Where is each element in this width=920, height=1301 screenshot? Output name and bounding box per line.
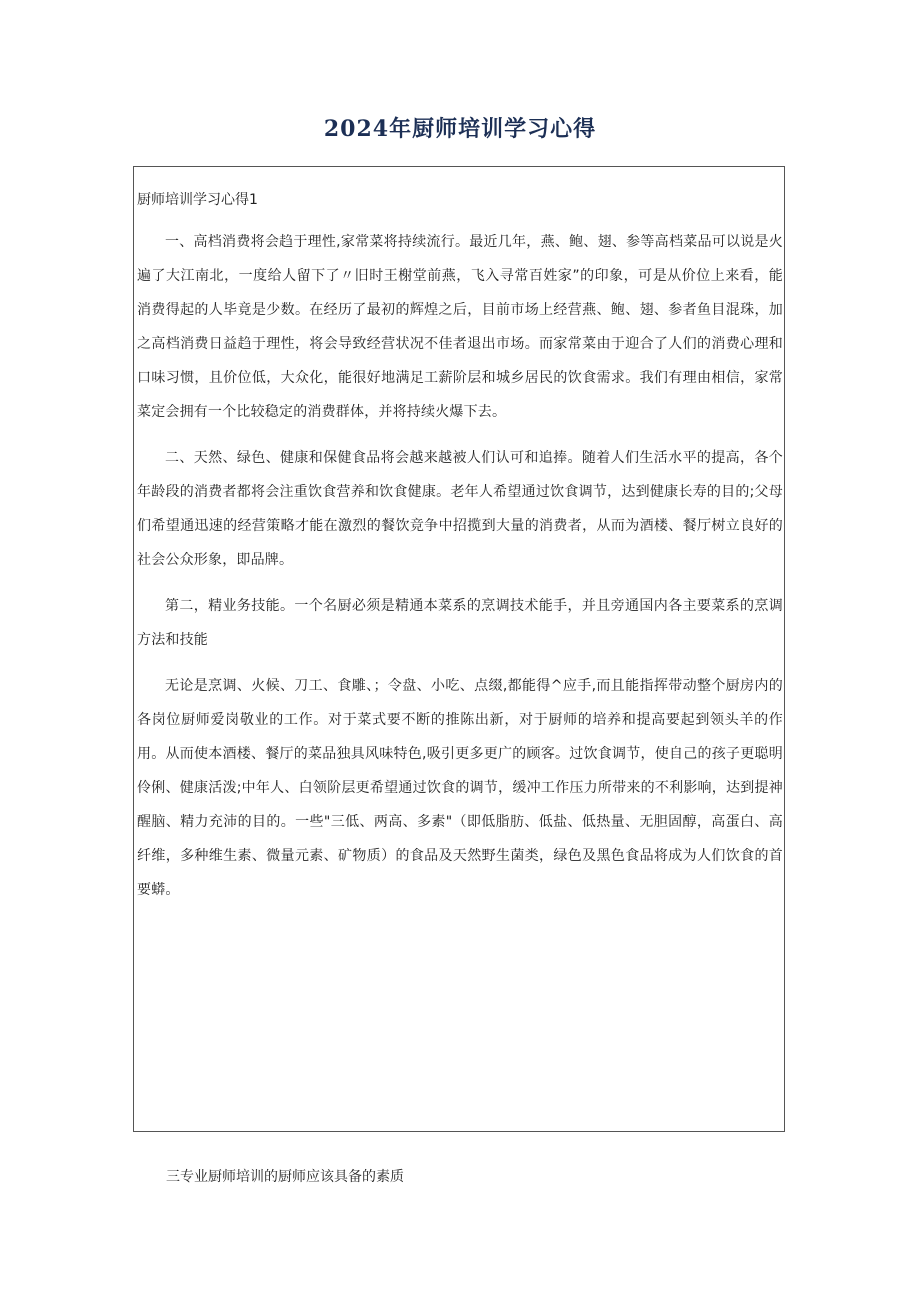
document-title: 2024年厨师培训学习心得 — [323, 116, 597, 142]
content-box — [133, 166, 785, 1132]
paragraph-3: 第二，精业务技能。一个名厨必须是精通本菜系的烹调技术能手，并且旁通国内各主要菜系的烹调方法和技能 — [137, 598, 783, 648]
trailing-heading: 三专业厨师培训的厨师应该具备的素质 — [166, 1169, 404, 1185]
content-body — [137, 185, 783, 907]
paragraph-4: 无论是烹调、火候、刀工、食雕、；令盘、小吃、点缀,都能得^应手,而且能指挥带动整个厨房内的各岗位厨师爱岗敬业的工作。对于菜式要不断的推陈出新，对于厨师的培养和提高要起到领头羊的作用。从而使本酒楼、餐厅的菜品独具风味特色,吸引更多更广的顾客。过饮食调节，使自己的孩子更聪明伶俐、健康活泼;中年人、白领阶层更希望通过饮食的调节，缓冲工作压力所带来的不利影响，达到提神醒脑、精力充沛的目的。一些"三低、两高、多素"（即低脂肪、低盐、低热量、无胆固醇，高蛋白、高纤维，多种维生素、微量元素、矿物质）的食品及天然野生菌类，绿色及黑色食品将成为人们饮食的首要蟒。 — [137, 678, 783, 898]
paragraph-2: 二、天然、绿色、健康和保健食品将会越来越被人们认可和追捧。随着人们生活水平的提高，各个年龄段的消费者都将会注重饮食营养和饮食健康。老年人希望通过饮食调节，达到健康长寿的目的;父母们希望通迅速的经营策略才能在激烈的餐饮竞争中招揽到大量的消费者，从而为酒楼、餐厅树立良好的社会公众形象，即品牌。 — [137, 450, 783, 568]
section-heading: 厨师培训学习心得1 — [137, 192, 258, 208]
paragraph-1: 一、高档消费将会趋于理性,家常菜将持续流行。最近几年，燕、鲍、翅、参等高档菜品可以说是火遍了大江南北，一度给人留下了〃旧时王榭堂前燕，飞入寻常百姓家”的印象，可是从价位上来看，能消费得起的人毕竟是少数。在经历了最初的辉煌之后，目前市场上经营燕、鲍、翅、参者鱼目混珠，加之高档消费日益趋于理性，将会导致经营状况不佳者退出市场。而家常菜由于迎合了人们的消费心理和口味习惯，且价位低，大众化，能很好地满足工薪阶层和城乡居民的饮食需求。我们有理由相信，家常菜定会拥有一个比较稳定的消费群体，并将持续火爆下去。 — [137, 234, 783, 420]
